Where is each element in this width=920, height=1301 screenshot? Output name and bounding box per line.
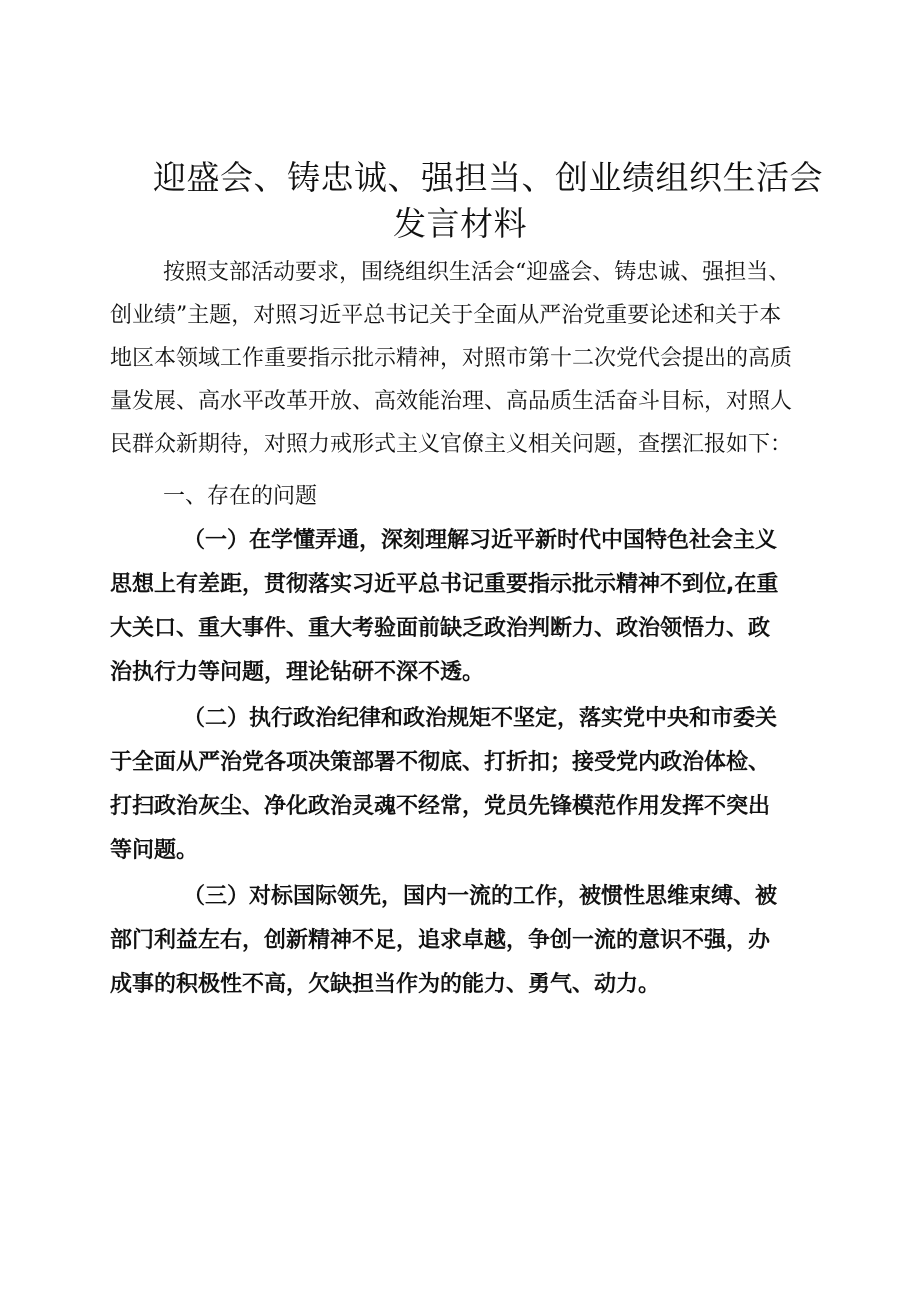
intro-line: 按照支部活动要求，围绕组织生活会“迎盛会、铸忠诚、强担当、 <box>163 260 791 285</box>
intro-line: 民群众新期待，对照力戒形式主义官僚主义相关问题，查摆汇报如下： <box>110 432 793 457</box>
document-title: 迎盛会、铸忠诚、强担当、创业绩组织生活会 <box>153 158 823 197</box>
issue-2-line: 打扫政治灰尘、净化政治灵魂不经常，党员先锋模范作用发挥不突出 <box>110 794 771 819</box>
issue-3-line: 成事的积极性不高，欠缺担当作为的能力、勇气、动力。 <box>110 972 661 997</box>
document-subtitle: 发言材料 <box>393 204 527 243</box>
issue-2-line: 等问题。 <box>110 838 199 863</box>
intro-line: 创业绩”主题，对照习近平总书记关于全面从严治党重要论述和关于本 <box>110 303 782 328</box>
issue-2-line: （二）执行政治纪律和政治规矩不坚定，落实党中央和市委关 <box>183 706 778 731</box>
issue-3-line: （三）对标国际领先，国内一流的工作，被惯性思维束缚、被 <box>183 884 778 909</box>
issue-1-line: 思想上有差距，贯彻落实习近平总书记重要指示批示精神不到位,在重 <box>110 572 779 597</box>
intro-line: 地区本领域工作重要指示批示精神，对照市第十二次党代会提出的高质 <box>110 346 793 371</box>
issue-1-line: 治执行力等问题，理论钻研不深不透。 <box>110 660 485 685</box>
issue-2-line: 于全面从严治党各项决策部署不彻底、打折扣；接受党内政治体检、 <box>110 750 771 775</box>
issue-1-line: （一）在学懂弄通，深刻理解习近平新时代中国特色社会主义 <box>183 528 778 553</box>
section-heading: 一、存在的问题 <box>163 484 318 509</box>
issue-1-line: 大关口、重大事件、重大考验面前缺乏政治判断力、政治领悟力、政 <box>110 616 771 641</box>
issue-3-line: 部门利益左右，创新精神不足，追求卓越，争创一流的意识不强，办 <box>110 928 771 953</box>
intro-line: 量发展、高水平改革开放、高效能治理、高品质生活奋斗目标，对照人 <box>110 389 793 414</box>
